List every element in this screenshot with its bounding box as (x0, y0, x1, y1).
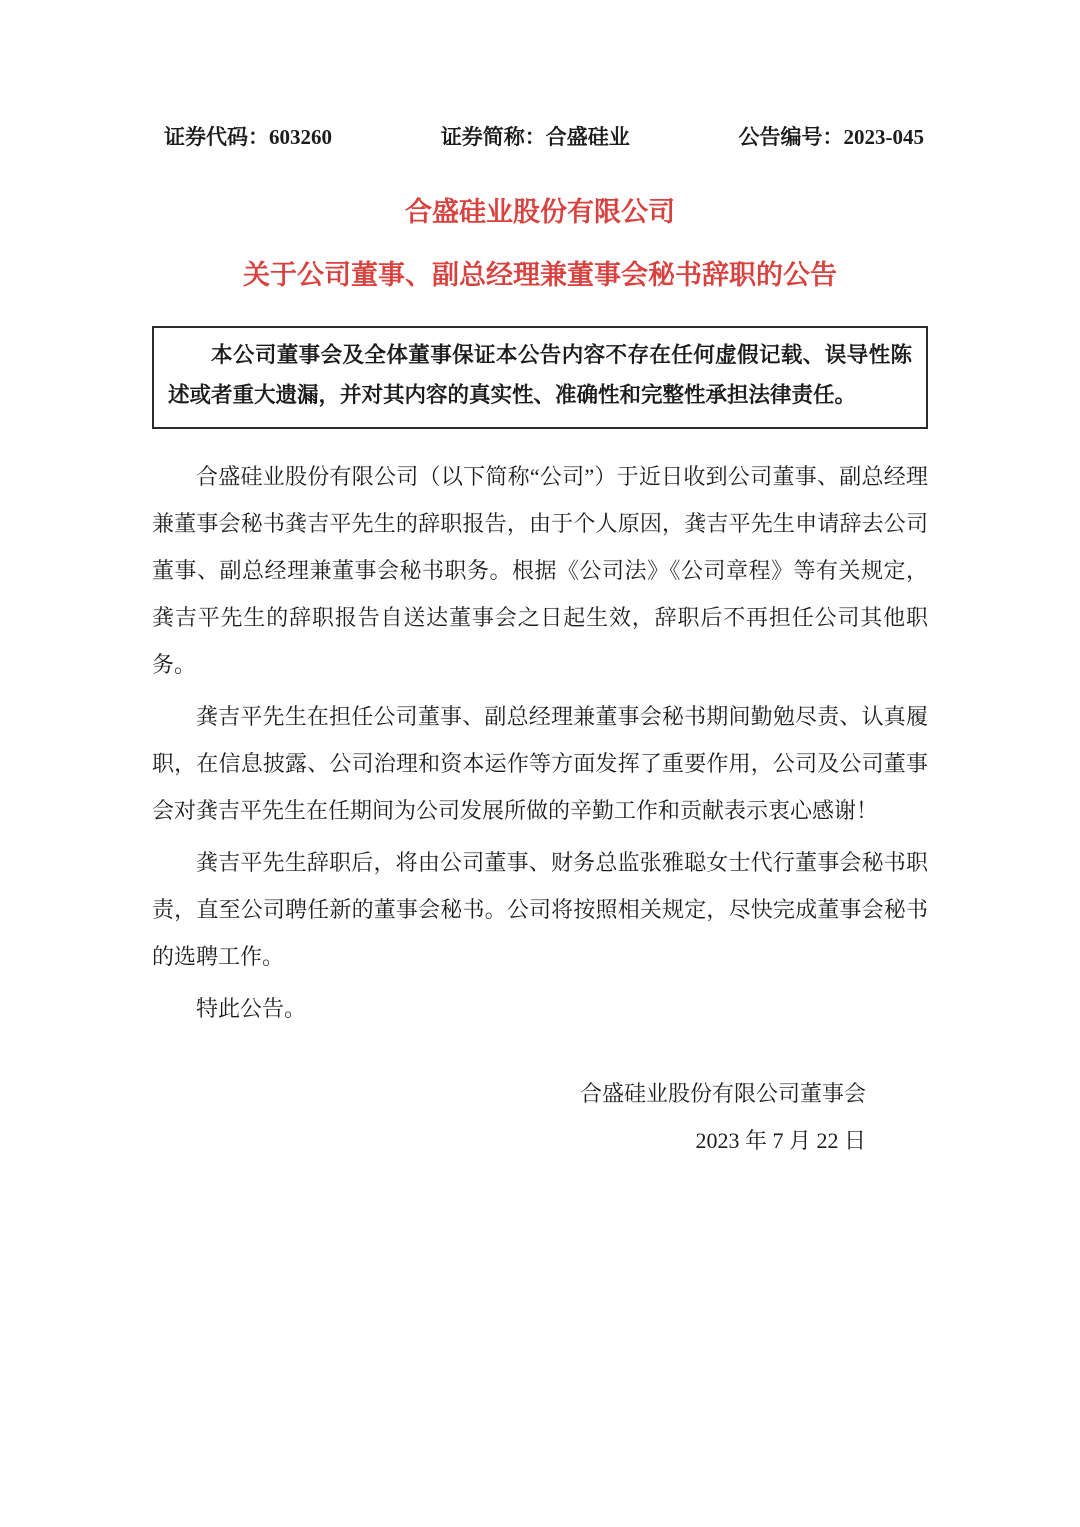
announcement-number-label: 公告编号： (738, 125, 844, 149)
stock-name-label: 证券简称： (440, 125, 546, 149)
company-title: 合盛硅业股份有限公司 (405, 197, 675, 227)
stock-code-value: 603260 (269, 125, 332, 149)
body-paragraph: 合盛硅业股份有限公司（以下简称“公司”）于近日收到公司董事、副总经理兼董事会秘书龚吉平先生的辞职报告，由于个人原因，龚吉平先生申请辞去公司董事、副总经理兼董事会秘书职务。根据《公司法》《公司章程》等有关规定，龚吉平先生的辞职报告自送达董事会之日起生效，辞职后不再担任公司其他职务。 (152, 464, 928, 677)
stock-code-label: 证券代码： (164, 125, 269, 149)
disclaimer-box: 本公司董事会及全体董事保证本公告内容不存在任何虚假记载、误导性陈述或者重大遗漏，并对其内容的真实性、准确性和完整性承担法律责任。 (152, 326, 928, 429)
closing-statement: 特此公告。 (196, 996, 307, 1021)
announcement-number-value: 2023-045 (843, 125, 924, 149)
stock-code (164, 122, 332, 152)
signature-board: 合盛硅业股份有限公司董事会 (579, 1081, 866, 1106)
signature-date: 2023 年 7 月 22 日 (695, 1128, 866, 1153)
body-paragraph: 龚吉平先生在担任公司董事、副总经理兼董事会秘书期间勤勉尽责、认真履职，在信息披露、公司治理和资本运作等方面发挥了重要作用，公司及公司董事会对龚吉平先生在任期间为公司发展所做的辛勤工作和贡献表示衷心感谢！ (152, 704, 928, 823)
stock-name (441, 122, 630, 152)
announcement-title: 关于公司董事、副总经理兼董事会秘书辞职的公告 (243, 260, 837, 290)
announcement-body (152, 453, 928, 1032)
body-paragraph: 龚吉平先生辞职后，将由公司董事、财务总监张雅聪女士代行董事会秘书职责，直至公司聘任新的董事会秘书。公司将按照相关规定，尽快完成董事会秘书的选聘工作。 (152, 850, 928, 969)
document-header (152, 122, 928, 152)
announcement-number (739, 122, 925, 152)
stock-name-value: 合盛硅业 (545, 125, 630, 149)
